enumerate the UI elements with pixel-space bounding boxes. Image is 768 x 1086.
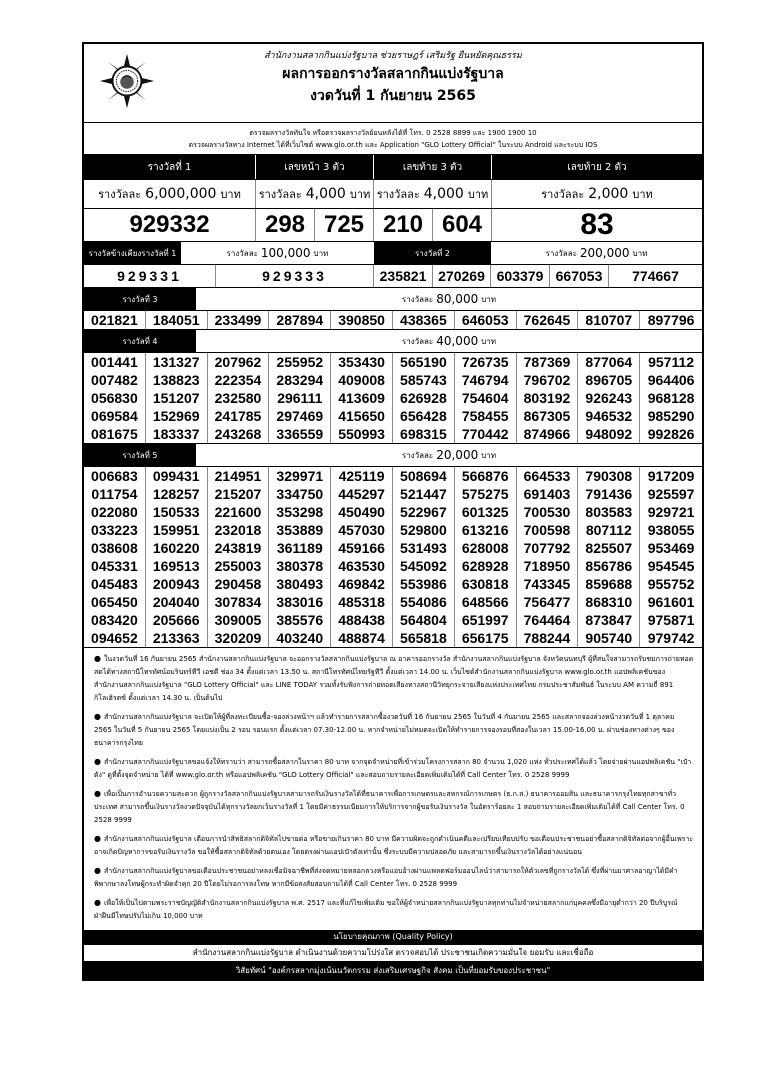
prize-number: 954545 xyxy=(647,558,695,574)
prize-number: 383016 xyxy=(269,593,331,611)
prize-number: 953469 xyxy=(647,540,695,556)
prize-number: 564804 xyxy=(393,611,455,629)
prize-number: 985290 xyxy=(647,408,695,424)
amount-prefix: รางวัลละ xyxy=(545,248,577,258)
prize-number: 926243 xyxy=(578,389,640,407)
prize-number: 929721 xyxy=(647,504,695,520)
prize-number: 545092 xyxy=(393,557,455,575)
notice-item xyxy=(94,710,694,750)
contact-info xyxy=(84,123,702,155)
prize-number: 214951 xyxy=(208,467,270,485)
near-first-amount xyxy=(181,242,374,264)
prize-number: 803583 xyxy=(578,503,640,521)
header-first-prize: รางวัลที่ 1 xyxy=(84,155,256,179)
contact-internet: ตรวจผลรางวัลทาง Internet ได้ที่เว็บไซต์ www.glo.or.th และ Application "GLO Lottery Official" ในระบบ Android และระบบ IOS xyxy=(188,141,598,149)
prize-number: 664533 xyxy=(517,467,579,485)
prize-number: 762645 xyxy=(517,311,579,329)
amount-value: 6,000,000 xyxy=(145,186,217,202)
notice-text: เพื่อเป็นการอำนวยความสะดวก ผู้ถูกรางวัลสลากกินแบ่งรัฐบาลสามารถรับเงินรางวัลได้ที่ธนาคารเพื่อการเกษตรและสหกรณ์การเกษตร (ธ.ก.ส.) ธนาคารออมสิน และธนาคารกรุงไทยทุกสาขาทั่วประเทศ สามารถขึ้นเงินรางวัลงวดปัจจุบันได้ทุกรางวัลยกเว้นรางวัลที่ 1 โดยมีค่าธรรมเนียมการให้บริการจากผู้ขอรับเงินรางวัล ในอัตราร้อยละ 1 สอบถามรายละเอียดเพิ่มเติมได้ที่ Call Center โทร. 0 2528 9999 xyxy=(94,790,685,824)
prize-number: 651997 xyxy=(455,611,517,629)
prize-number: 415650 xyxy=(331,407,393,425)
prize-number: 213363 xyxy=(146,629,208,647)
prize-number: 099431 xyxy=(146,467,208,485)
prize-number: 553986 xyxy=(393,575,455,593)
prize2-number: 235821 xyxy=(374,265,433,287)
prize-number: 868310 xyxy=(578,593,640,611)
prize5-amount xyxy=(196,444,702,466)
top-prizes-numbers xyxy=(84,209,702,242)
motto: สำนักงานสลากกินแบ่งรัฐบาล ช่วยราษฎร์ เสริมรัฐ ยืนหยัดคุณธรรม xyxy=(264,51,522,61)
prize-number: 011754 xyxy=(84,485,146,503)
prize-number: 045331 xyxy=(84,557,146,575)
amount-suffix: บาท xyxy=(220,188,241,201)
prize-number: 150533 xyxy=(146,503,208,521)
vision-statement: วิสัยทัศน์ "องค์กรสลากมุ่งเน้นนวัตกรรม ส่งเสริมเศรษฐกิจ สังคม เป็นที่ยอมรับของประชาชน" xyxy=(84,962,702,979)
prize-number: 700598 xyxy=(517,521,579,539)
prize-number: 566876 xyxy=(455,467,517,485)
prize-number: 946532 xyxy=(578,407,640,425)
prize-number: 746794 xyxy=(455,371,517,389)
notice-item xyxy=(94,832,694,859)
prize4-header xyxy=(84,330,702,353)
amount-prefix: รางวัลละ xyxy=(401,450,434,460)
prize-number: 554086 xyxy=(393,593,455,611)
prize2-number: 603379 xyxy=(491,265,550,287)
amount-suffix: บาท xyxy=(632,248,648,258)
draw-date: งวดวันที่ 1 กันยายน 2565 xyxy=(310,88,476,104)
prize-number: 151207 xyxy=(146,389,208,407)
prize-number: 968128 xyxy=(647,390,695,406)
notice-item xyxy=(94,652,694,705)
contact-phone: ตรวจผลรางวัลทันใจ หรือตรวจผลรางวัลย้อนหลังได้ที่ โทร. 0 2528 8899 และ 1900 1900 10 xyxy=(249,129,537,137)
amount-suffix: บาท xyxy=(467,188,489,201)
prize5-label: รางวัลที่ 5 xyxy=(84,444,196,466)
prize2-amount xyxy=(491,242,702,264)
prize-number: 169513 xyxy=(146,557,208,575)
prize-number: 001441 xyxy=(84,353,146,371)
prize-number: 320209 xyxy=(208,629,270,647)
prize-number: 403240 xyxy=(269,629,331,647)
prize-number: 045483 xyxy=(84,575,146,593)
prize-number: 243819 xyxy=(208,539,270,557)
prize2-number: 667053 xyxy=(550,265,609,287)
prize-number: 390850 xyxy=(331,311,393,329)
prize-number: 255003 xyxy=(208,557,270,575)
prize-number: 152969 xyxy=(146,407,208,425)
bullet-icon: ● xyxy=(94,654,101,663)
prize-number: 613216 xyxy=(455,521,517,539)
near-first-label: รางวัลข้างเคียงรางวัลที่ 1 xyxy=(84,242,181,264)
prize-number: 575275 xyxy=(455,485,517,503)
amount-last-3 xyxy=(374,180,492,208)
near-first-prize2-numbers xyxy=(84,265,702,288)
prize-number: 353889 xyxy=(269,521,331,539)
prize-number: 648566 xyxy=(455,593,517,611)
prize-number: 955752 xyxy=(647,576,695,592)
prize-number: 413609 xyxy=(331,389,393,407)
prize-number: 450490 xyxy=(331,503,393,521)
prize-number: 698315 xyxy=(393,425,455,443)
prize-number: 353430 xyxy=(331,353,393,371)
prize-number: 764464 xyxy=(517,611,579,629)
prize-number: 938055 xyxy=(647,522,695,538)
prize-number: 233499 xyxy=(208,311,270,329)
prize-number: 754604 xyxy=(455,389,517,407)
prize-number: 859688 xyxy=(578,575,640,593)
prize-number: 646053 xyxy=(455,311,517,329)
amount-first-prize xyxy=(84,180,256,208)
prize-number: 856786 xyxy=(578,557,640,575)
prize-number: 056830 xyxy=(84,389,146,407)
page-title: ผลการออกรางวัลสลากกินแบ่งรัฐบาล xyxy=(282,66,504,82)
amount-value: 4,000 xyxy=(423,186,464,202)
prize-number: 385576 xyxy=(269,611,331,629)
notice-item xyxy=(94,896,694,923)
amount-prefix: รางวัลละ xyxy=(376,188,420,201)
prize-number: 283294 xyxy=(269,371,331,389)
prize-number: 803192 xyxy=(517,389,579,407)
prize-number: 232018 xyxy=(208,521,270,539)
prize-number: 807112 xyxy=(578,521,640,539)
prize-number: 128257 xyxy=(146,485,208,503)
prize-number: 380378 xyxy=(269,557,331,575)
prize-number: 038608 xyxy=(84,539,146,557)
prize-number: 601325 xyxy=(455,503,517,521)
notice-text: สำนักงานสลากกินแบ่งรัฐบาล เตือนการนำสิทธิสลากดิจิทัลไปขายต่อ หรือขายเกินราคา 80 บาท มีความผิดจะถูกดำเนินคดีและเปรียบเทียบปรับ ขอเตือนประชาชนอย่าซื้อสลากดิจิทัลต่อจากผู้อื่นเพราะอาจเกิดปัญหาการขอรับเงินรางวัล ขอให้ซื้อสลากดิจิทัลด้วยตนเอง โดยตรงผ่านแอปเป๋าตังเท่านั้น ซึ่งระบบมีความปลอดภัย และสามารถขึ้นเงินรางวัลได้อย่างแน่นอน xyxy=(94,835,694,856)
notice-text: สำนักงานสลากกินแบ่งรัฐบาลขอแจ้งให้ทราบว่า สามารถซื้อสลากในราคา 80 บาท จากจุดจำหน่ายที่เข้าร่วมโครงการสลาก 80 จำนวน 1,020 แห่ง ทั่วประเทศได้แล้ว โดยจ่ายผ่านแอปพลิเคชัน "เป๋าตัง" ดูที่ตั้งจุดจำหน่าย ได้ที่ www.glo.or.th หรือแอปพลิเคชัน "GLO Lottery Official" และสอบถามรายละเอียดเพิ่มเติมได้ที่ Call Center โทร. 0 2528 9999 xyxy=(94,758,692,779)
prize-number: 790308 xyxy=(578,467,640,485)
prize-number: 131327 xyxy=(146,353,208,371)
prize-number: 353298 xyxy=(269,503,331,521)
prize-number: 069584 xyxy=(84,407,146,425)
prize-number: 290458 xyxy=(208,575,270,593)
lottery-result-sheet xyxy=(82,42,704,981)
prize-number: 205666 xyxy=(146,611,208,629)
amount-suffix: บาท xyxy=(313,248,329,258)
bullet-icon: ● xyxy=(94,712,101,721)
prize-number: 565818 xyxy=(393,629,455,647)
prize-number: 457030 xyxy=(331,521,393,539)
prize-number: 529800 xyxy=(393,521,455,539)
prize-number: 626928 xyxy=(393,389,455,407)
prize-number: 628928 xyxy=(455,557,517,575)
prize-number: 522967 xyxy=(393,503,455,521)
prize-number: 307834 xyxy=(208,593,270,611)
amount-suffix: บาท xyxy=(481,336,497,346)
prize-number: 975871 xyxy=(647,612,695,628)
prize-number: 791436 xyxy=(578,485,640,503)
prize-number: 065450 xyxy=(84,593,146,611)
header-last-3: เลขท้าย 3 ตัว xyxy=(374,155,492,179)
amount-last-2 xyxy=(492,180,702,208)
prize-number: 787369 xyxy=(517,353,579,371)
prize-number: 296111 xyxy=(269,389,331,407)
prize-number: 021821 xyxy=(84,311,146,329)
notice-text: ในงวดวันที่ 16 กันยายน 2565 สำนักงานสลากกินแบ่งรัฐบาล จะออกรางวัลสลากกินแบ่งรัฐบาล ณ อาคารออกรางวัล สำนักงานสลากกินแบ่งรัฐบาล จังหวัดนนทบุรี ผู้ที่สนใจสามารถรับชมการถ่ายทอดสดได้ทางสถานีโทรทัศน์อมรินทร์ทีวี เอชดี ช่อง 34 ตั้งแต่เวลา 13.50 น. สถานีโทรทัศน์ไทยรัฐทีวี ตั้งแต่เวลา 14.00 น. เว็บไซต์สำนักงานสลากกินแบ่งรัฐบาล www.glo.or.th แอปพลิเคชันของสำนักงานสลากกินแบ่งรัฐบาล "GLO Lottery Official" และ LINE TODAY รวมทั้งรับฟังการถ่ายทอดเสียงทางสถานีวิทยุกระจายเสียงแห่งประเทศไทย กรมประชาสัมพันธ์ ในระบบ AM ความถี่ 891 กิโลเฮิรตซ์ ตั้งแต่เวลา 14.30 น. เป็นต้นไป xyxy=(94,655,694,702)
prize-number: 531493 xyxy=(393,539,455,557)
prize-number: 459166 xyxy=(331,539,393,557)
prize-number: 243268 xyxy=(208,425,270,443)
prize-number: 508694 xyxy=(393,467,455,485)
bullet-icon: ● xyxy=(94,834,101,843)
bullet-icon: ● xyxy=(94,866,101,875)
prize-number: 022080 xyxy=(84,503,146,521)
prize-number: 007482 xyxy=(84,371,146,389)
amount-suffix: บาท xyxy=(349,188,371,201)
prize-number: 488438 xyxy=(331,611,393,629)
prize-number: 628008 xyxy=(455,539,517,557)
prize-number: 961601 xyxy=(647,594,695,610)
front3-number-1: 298 xyxy=(256,209,315,241)
prize-number: 656175 xyxy=(455,629,517,647)
prize-number: 425119 xyxy=(331,467,393,485)
prize-number: 297469 xyxy=(269,407,331,425)
prize4-amount xyxy=(196,330,702,352)
prize-number: 287894 xyxy=(269,311,331,329)
prize-number: 825507 xyxy=(578,539,640,557)
amount-value: 40,000 xyxy=(436,334,479,348)
prize-number: 083420 xyxy=(84,611,146,629)
top-prizes-amounts xyxy=(84,180,702,209)
prize-number: 788244 xyxy=(517,629,579,647)
amount-suffix: บาท xyxy=(481,294,497,304)
prize-number: 897796 xyxy=(647,312,695,328)
prize5-header xyxy=(84,444,702,467)
prize-number: 485318 xyxy=(331,593,393,611)
prize-number: 409008 xyxy=(331,371,393,389)
prize-number: 964406 xyxy=(647,372,695,388)
prize-number: 204040 xyxy=(146,593,208,611)
prize-number: 469842 xyxy=(331,575,393,593)
prize-number: 585743 xyxy=(393,371,455,389)
prize-number: 957112 xyxy=(648,354,695,370)
top-prizes-header xyxy=(84,155,702,180)
prize3-amount xyxy=(196,288,702,310)
prize-number: 896705 xyxy=(578,371,640,389)
last3-number-1: 210 xyxy=(374,209,433,241)
prize-number: 183337 xyxy=(146,425,208,443)
prize3-header xyxy=(84,288,702,311)
amount-prefix: รางวัลละ xyxy=(226,248,258,258)
bullet-icon: ● xyxy=(94,757,101,766)
prize-number: 743345 xyxy=(517,575,579,593)
header-last-2: เลขท้าย 2 ตัว xyxy=(567,161,627,173)
quality-policy-text: สำนักงานสลากกินแบ่งรัฐบาล ดำเนินงานด้วยความโปร่งใส ตรวจสอบได้ ประชาชนเกิดความมั่นใจ ยอมรับ และเชื่อถือ xyxy=(84,944,702,962)
notice-item xyxy=(94,864,694,891)
prize-number: 874966 xyxy=(517,425,579,443)
amount-prefix: รางวัลละ xyxy=(541,188,585,201)
prize-number: 200943 xyxy=(146,575,208,593)
prize-number: 241785 xyxy=(208,407,270,425)
amount-suffix: บาท xyxy=(481,450,497,460)
notice-text: สำนักงานสลากกินแบ่งรัฐบาล จะเปิดให้ผู้ที่ลงทะเบียนซื้อ-จองล่วงหน้าฯ แล้วทำรายการสลากซื้องวดวันที่ 16 กันยายน 2565 ในวันที่ 4 กันยายน 2565 และสลากจองล่วงหน้างวดวันที่ 1 ตุลาคม 2565 ในวันที่ 5 กันยายน 2565 โดยแบ่งเป็น 2 รอบ รอบแรก ตั้งแต่เวลา 07.30-12.00 น. หากจำหน่ายไม่หมดจะเปิดให้ทำรายการจองรอบที่สองในเวลา 15.00-16.00 น. ผ่านช่องทางต่างๆ ของธนาคารกรุงไทย xyxy=(94,713,675,747)
prize-number: 521447 xyxy=(393,485,455,503)
prize2-number: 270269 xyxy=(433,265,491,287)
notice-item xyxy=(94,787,694,827)
prize-number: 700530 xyxy=(517,503,579,521)
amount-value: 100,000 xyxy=(260,246,311,260)
document-header xyxy=(84,44,702,123)
prize-number: 463530 xyxy=(331,557,393,575)
prize-number: 445297 xyxy=(331,485,393,503)
prize-number: 207962 xyxy=(208,353,270,371)
prize-number: 656428 xyxy=(393,407,455,425)
last2-number: 83 xyxy=(580,209,614,241)
notice-text: เพื่อให้เป็นไปตามพระราชบัญญัติสำนักงานสลากกินแบ่งรัฐบาล พ.ศ. 2517 และที่แก้ไขเพิ่มเติม ขอให้ผู้จำหน่ายสลากกินแบ่งรัฐบาลทุกท่านไม่จำหน่ายสลากแก่บุคคลซึ่งมีอายุต่ำกว่า 20 ปีบริบูรณ์ ฝ่าฝืนมีโทษปรับไม่เกิน 10,000 บาท xyxy=(94,899,678,920)
amount-prefix: รางวัลละ xyxy=(258,188,302,201)
prize5-numbers xyxy=(84,467,702,648)
prize3-numbers xyxy=(84,311,702,330)
prize-number: 380493 xyxy=(269,575,331,593)
prize-number: 948092 xyxy=(578,425,640,443)
prize2-label: รางวัลที่ 2 xyxy=(374,242,491,264)
quality-policy-title: นโยบายคุณภาพ (Quality Policy) xyxy=(84,930,702,944)
prize-number: 222354 xyxy=(208,371,270,389)
prize-number: 329971 xyxy=(269,467,331,485)
near-first-number: 929333 xyxy=(216,265,374,287)
prize-number: 810707 xyxy=(578,311,640,329)
first-prize-number: 929332 xyxy=(84,209,256,241)
prize-number: 796702 xyxy=(517,371,579,389)
prize-number: 992826 xyxy=(647,426,695,442)
prize-number: 905740 xyxy=(578,629,640,647)
amount-prefix: รางวัลละ xyxy=(401,294,434,304)
front3-number-2: 725 xyxy=(315,209,374,241)
prize-number: 550993 xyxy=(331,425,393,443)
prize-number: 756477 xyxy=(517,593,579,611)
prize-number: 232580 xyxy=(208,389,270,407)
prize-number: 770442 xyxy=(455,425,517,443)
prize-number: 873847 xyxy=(578,611,640,629)
prize-number: 361189 xyxy=(269,539,331,557)
prize-number: 979742 xyxy=(647,630,695,646)
amount-prefix: รางวัลละ xyxy=(98,188,142,201)
near-first-number: 929331 xyxy=(84,265,216,287)
notices xyxy=(84,648,702,930)
bullet-icon: ● xyxy=(94,789,101,798)
amount-value: 2,000 xyxy=(588,186,629,202)
prize-number: 138823 xyxy=(146,371,208,389)
notice-text: สำนักงานสลากกินแบ่งรัฐบาลขอเตือนประชาชนอย่าหลงเชื่อมิจฉาชีพที่ส่งจดหมายหลอกลวงหรือแอบอ้างผ่านแพลตฟอร์มออนไลน์ว่าสามารถให้ตัวเลขที่ถูกรางวัลได้ ซึ่งที่ผ่านมาศาลอาญาได้มีคำพิพากษาลงโทษผู้กระทำผิดจำคุก 20 ปีโดยไม่รอการลงโทษ หากมีข้อสงสัยสอบถามได้ที่ Call Center โทร. 0 2528 9999 xyxy=(94,867,678,888)
prize-number: 334750 xyxy=(269,485,331,503)
amount-prefix: รางวัลละ xyxy=(401,336,434,346)
prize-number: 867305 xyxy=(517,407,579,425)
prize-number: 917209 xyxy=(647,468,695,484)
prize-number: 215207 xyxy=(208,485,270,503)
amount-value: 80,000 xyxy=(436,292,479,306)
prize-number: 159951 xyxy=(146,521,208,539)
prize-number: 758455 xyxy=(455,407,517,425)
prize-number: 726735 xyxy=(455,353,517,371)
amount-value: 4,000 xyxy=(305,186,346,202)
prize-number: 336559 xyxy=(269,425,331,443)
prize-number: 438365 xyxy=(393,311,455,329)
amount-value: 200,000 xyxy=(579,246,630,260)
prize2-number: 774667 xyxy=(632,268,679,284)
header-front-3: เลขหน้า 3 ตัว xyxy=(256,155,374,179)
prize-number: 877064 xyxy=(578,353,640,371)
prize-number: 691403 xyxy=(517,485,579,503)
amount-value: 20,000 xyxy=(436,448,479,462)
prize-number: 718950 xyxy=(517,557,579,575)
amount-front-3 xyxy=(256,180,374,208)
last3-number-2: 604 xyxy=(433,209,492,241)
near-first-prize2-header xyxy=(84,242,702,265)
prize-number: 309005 xyxy=(208,611,270,629)
prize4-label: รางวัลที่ 4 xyxy=(84,330,196,352)
prize-number: 081675 xyxy=(84,425,146,443)
prize4-numbers xyxy=(84,353,702,444)
prize-number: 094652 xyxy=(84,629,146,647)
amount-suffix: บาท xyxy=(632,188,653,201)
prize-number: 707792 xyxy=(517,539,579,557)
prize-number: 184051 xyxy=(146,311,208,329)
prize-number: 630818 xyxy=(455,575,517,593)
prize-number: 160220 xyxy=(146,539,208,557)
bullet-icon: ● xyxy=(94,898,101,907)
prize-number: 255952 xyxy=(269,353,331,371)
prize3-label: รางวัลที่ 3 xyxy=(84,288,196,310)
notice-item xyxy=(94,755,694,782)
prize-number: 925597 xyxy=(647,486,695,502)
prize-number: 565190 xyxy=(393,353,455,371)
prize-number: 221600 xyxy=(208,503,270,521)
prize-number: 006683 xyxy=(84,467,146,485)
prize-number: 033223 xyxy=(84,521,146,539)
prize-number: 488874 xyxy=(331,629,393,647)
